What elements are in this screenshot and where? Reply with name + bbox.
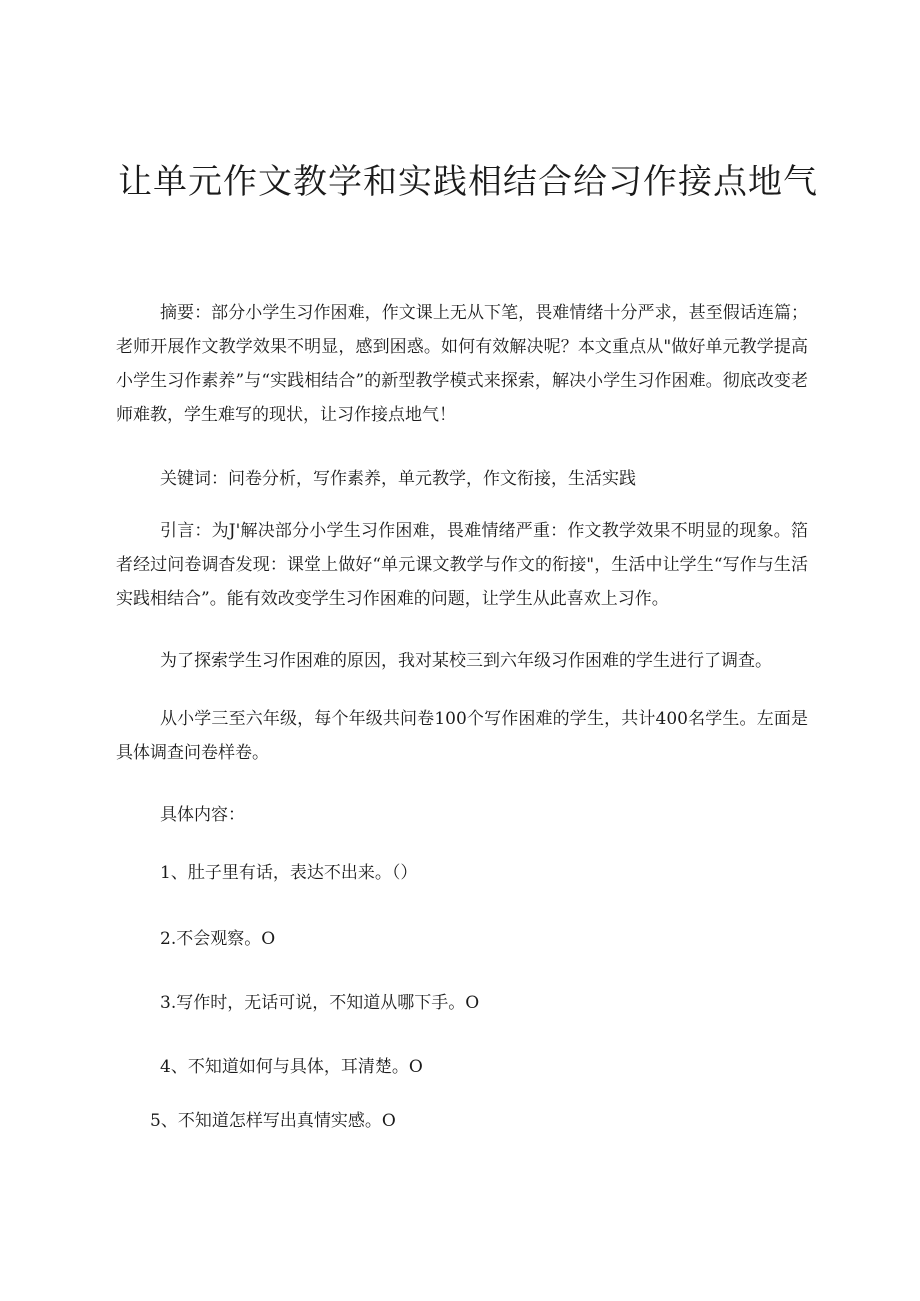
abstract-paragraph: 摘要：部分小学生习作困难，作文课上无从下笔，畏难情绪十分严求，甚至假话连篇；老师开展作文教学效果不明显，感到困惑。如何有效解决呢？本文重点从"做好单元教学提高小学生习作素养”与“实践相结合”的新型教学模式来探索，解决小学生习作困难。彻底改变老师难教，学生难写的现状，让习作接点地气！ bbox=[116, 303, 808, 425]
survey-purpose-paragraph: 为了探索学生习作困难的原因，我对某校三到六年级习作困难的学生进行了调查。 bbox=[160, 651, 772, 671]
list-item: 4、不知道如何与具体，耳清楚。O bbox=[160, 1057, 423, 1077]
list-item: 2.不会观察。O bbox=[160, 929, 276, 949]
survey-scope-paragraph: 从小学三至六年级，每个年级共问卷100个写作困难的学生，共计400名学生。左面是具体调查问卷样卷。 bbox=[116, 709, 808, 763]
list-item: 3.写作时，无话可说，不知道从哪下手。O bbox=[160, 993, 480, 1013]
content-label: 具体内容： bbox=[160, 805, 245, 825]
list-item: 1、肚子里有话，表达不出来。（） bbox=[160, 863, 418, 883]
document-title: 让单元作文教学和实践相结合给习作接点地气 bbox=[118, 162, 818, 202]
list-item: 5、不知道怎样写出真情实感。O bbox=[150, 1111, 396, 1131]
introduction-paragraph: 引言：为J'解决部分小学生习作困难，畏难情绪严重：作文教学效果不明显的现象。箔者经过问卷调杳发现：课堂上做好“单元课文教学与作文的衔接"，生活中让学生“写作与生活实践相结合”。能有效改变学生习作困难的问题，让学生从此喜欢上习作。 bbox=[116, 521, 808, 609]
keywords-paragraph: 关键词：问卷分析，写作素养，单元教学，作文衔接，生活实践 bbox=[160, 469, 636, 489]
